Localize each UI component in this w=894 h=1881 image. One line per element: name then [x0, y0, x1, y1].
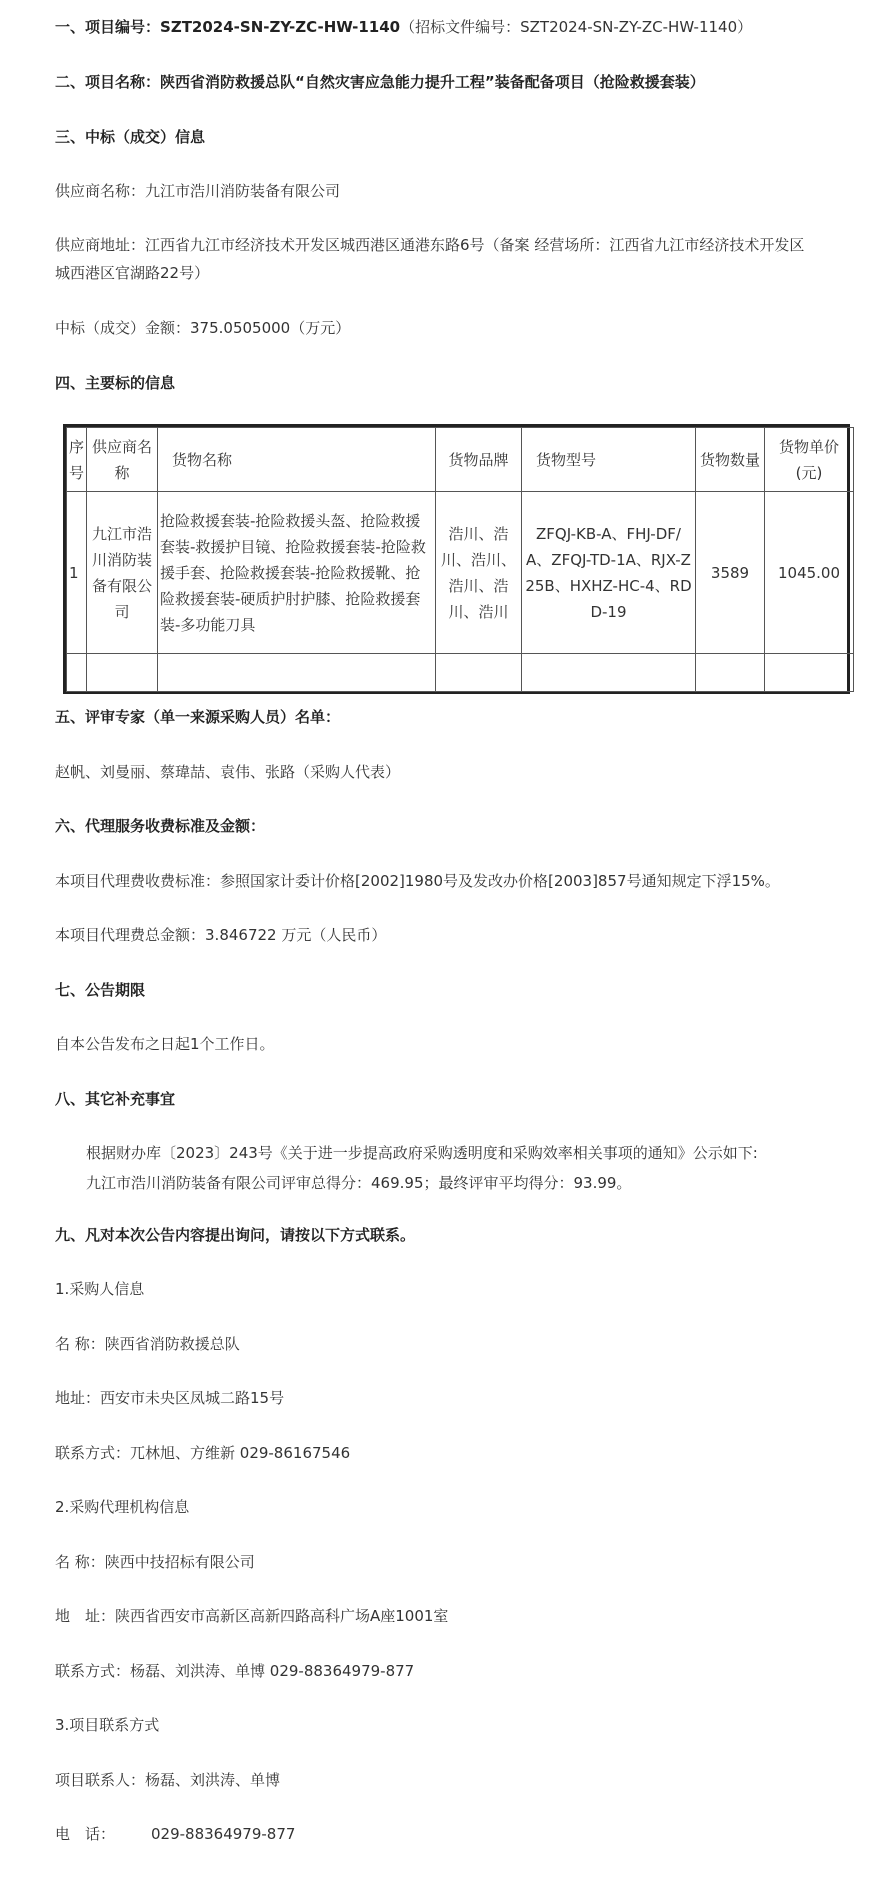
experts-list: 赵帆、刘曼丽、蔡瑋喆、袁伟、张路（采购人代表） [55, 763, 401, 781]
purchaser-name: 名 称：陕西省消防救援总队 [55, 1335, 240, 1353]
header-quantity: 货物数量 [696, 428, 765, 492]
purchaser-address: 地址：西安市未央区凤城二路15号 [55, 1389, 285, 1407]
project-phone-label: 电 话： [55, 1825, 116, 1843]
agency-address: 地 址：陕西省西安市高新区高新四路高科广场A座1001室 [55, 1607, 449, 1625]
supplier-name: 供应商名称：九江市浩川消防装备有限公司 [55, 182, 341, 200]
cell-brand: 浩川、浩川、浩川、浩川、浩川、浩川 [436, 492, 522, 654]
cell-supplier: 九江市浩川消防装备有限公司 [87, 492, 158, 654]
cell-model: ZFQJ-KB-A、FHJ-DF/A、ZFQJ-TD-1A、RJX-Z25B、HXHZ-HC-4、RDD-19 [522, 492, 696, 654]
cell-index: 1 [67, 492, 87, 654]
supplier-address-line-2: 城西港区官湖路22号） [55, 264, 210, 282]
cell-price: 1045.00 [765, 492, 854, 654]
supplier-address-line-1: 供应商地址：江西省九江市经济技术开发区城西港区通港东路6号（备案 经营场所：江西省九江市经济技术开发区 [55, 236, 805, 254]
table-empty-row [67, 654, 854, 692]
project-number-code: SZT2024-SN-ZY-ZC-HW-1140 [160, 18, 401, 36]
section-period-title: 七、公告期限 [55, 981, 146, 999]
header-model: 货物型号 [522, 428, 696, 492]
supplement-line-2: 九江市浩川消防装备有限公司评审总得分：469.95；最终评审平均得分：93.99。 [86, 1174, 632, 1192]
project-name-label: 二、项目名称： [55, 73, 161, 91]
project-name: 陕西省消防救援总队“自然灾害应急能力提升工程”装备配备项目（抢险救援套装） [160, 73, 705, 91]
cell-goods: 抢险救援套装-抢险救援头盔、抢险救援套装-救援护目镜、抢险救援套装-抢险救援手套、抢险救援套装-抢险救援靴、抢险救援套装-硬质护肘护膝、抢险救援套装-多功能刀具 [158, 492, 436, 654]
agency-title: 2.采购代理机构信息 [55, 1498, 190, 1516]
project-phone: 029-88364979-877 [151, 1825, 296, 1843]
project-number-label: 一、项目编号： [55, 18, 161, 36]
fee-total: 本项目代理费总金额：3.846722 万元（人民币） [55, 926, 387, 944]
table-header-row [67, 428, 854, 492]
period-content: 自本公告发布之日起1个工作日。 [55, 1035, 275, 1053]
header-supplier: 供应商名称 [87, 428, 158, 492]
project-contact-title: 3.项目联系方式 [55, 1716, 160, 1734]
agency-name: 名 称：陕西中技招标有限公司 [55, 1553, 255, 1571]
purchaser-contact: 联系方式：兀林旭、方维新 029-86167546 [55, 1444, 351, 1462]
award-amount: 中标（成交）金额：375.0505000（万元） [55, 319, 351, 337]
project-name-line [55, 68, 854, 96]
section-contact-title: 九、凡对本次公告内容提出询问，请按以下方式联系。 [55, 1226, 416, 1244]
cell-quantity: 3589 [696, 492, 765, 654]
section-experts-title: 五、评审专家（单一来源采购人员）名单： [55, 708, 341, 726]
section-supplement-title: 八、其它补充事宜 [55, 1090, 176, 1108]
items-table [63, 424, 850, 694]
tender-doc-number: （招标文件编号：SZT2024-SN-ZY-ZC-HW-1140） [400, 18, 753, 36]
section-fee-title: 六、代理服务收费标准及金额： [55, 817, 266, 835]
supplement-line-1: 根据财办库〔2023〕243号《关于进一步提高政府采购透明度和采购效率相关事项的通知》公示如下: [86, 1144, 758, 1162]
table-row [67, 492, 854, 654]
project-contact-people: 项目联系人：杨磊、刘洪涛、单博 [55, 1771, 281, 1789]
section-award-title: 三、中标（成交）信息 [55, 128, 206, 146]
fee-standard: 本项目代理费收费标准：参照国家计委计价格[2002]1980号及发改办价格[2003]857号通知规定下浮15%。 [55, 872, 780, 890]
purchaser-title: 1.采购人信息 [55, 1280, 145, 1298]
header-price: 货物单价(元) [765, 428, 854, 492]
header-goods: 货物名称 [158, 428, 436, 492]
header-index: 序号 [67, 428, 87, 492]
agency-contact: 联系方式：杨磊、刘洪涛、单博 029-88364979-877 [55, 1662, 415, 1680]
project-phone-line [55, 1820, 854, 1848]
project-number-line [55, 13, 854, 41]
header-brand: 货物品牌 [436, 428, 522, 492]
section-items-title: 四、主要标的信息 [55, 374, 176, 392]
